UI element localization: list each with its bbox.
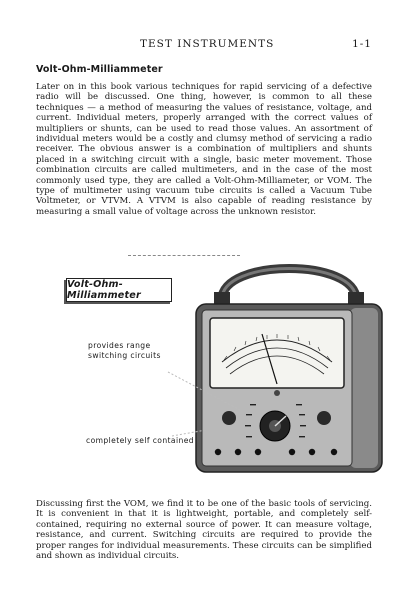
front-panel: [202, 310, 352, 466]
intro-paragraph: Later on in this book various techniques for rapid servicing of a defective radio will be discussed. One thing, however, is common to all these techniques — a method of measuring the values of resistance, voltage, and current. Individual meters, properly arranged with the correct values of multipliers or shunts, can be used to read those values. An assortment of individual meters would be a costly and clumsy method of servicing a radio receiver. The obvious answer is a combination of multipliers and shunts placed in a switching circuit with a single, basic meter movement. Those combination circuits are called multimeters, and in the case of the most commonly used type, they are called a Volt-Ohm-Milliameter, or VOM. The type of multimeter using vacuum tube circuits is called a Vacuum Tube Voltmeter, or VTVM. A VTVM is also capable of reading resistance by measuring a small value of voltage across the unknown resistor.: [36, 82, 372, 217]
callout-range-switching: [88, 341, 161, 361]
meter-needle: [262, 334, 277, 384]
callout-leader: [168, 372, 240, 410]
handle-strap-left: [214, 292, 230, 316]
range-selector-knob: [260, 411, 290, 441]
callout-self-contained: completely self contained: [86, 436, 194, 445]
running-title: TEST INSTRUMENTS: [140, 38, 275, 50]
function-switch-knob: [317, 411, 331, 425]
callout-line-1: provides range: [88, 341, 151, 350]
section-divider: [128, 255, 240, 256]
figure-label: Volt-Ohm-Milliammeter: [66, 278, 172, 302]
callout-line-2: switching circuits: [88, 351, 161, 360]
test-lead-jacks: [215, 449, 337, 455]
vom-paragraph: Discussing first the VOM, we find it to be one of the basic tools of servicing. It is convenient in that it is lightweight, portable, and completely self-contained, requiring no external source of power. It can measure voltage, resistance, and current. Switching circuits are required to provide the proper ranges for individual measurements. These circuits can be simplified and shown as individual circuits.: [36, 499, 372, 562]
carrying-handle: [222, 269, 356, 301]
page-number: 1-1: [352, 38, 372, 50]
page-header: [140, 38, 372, 50]
handle-strap-right: [348, 292, 364, 316]
meter-face: [210, 318, 344, 388]
ohms-adjust-knob: [222, 411, 236, 425]
meter-case: [196, 304, 382, 472]
section-title: Volt-Ohm-Milliammeter: [36, 64, 163, 75]
